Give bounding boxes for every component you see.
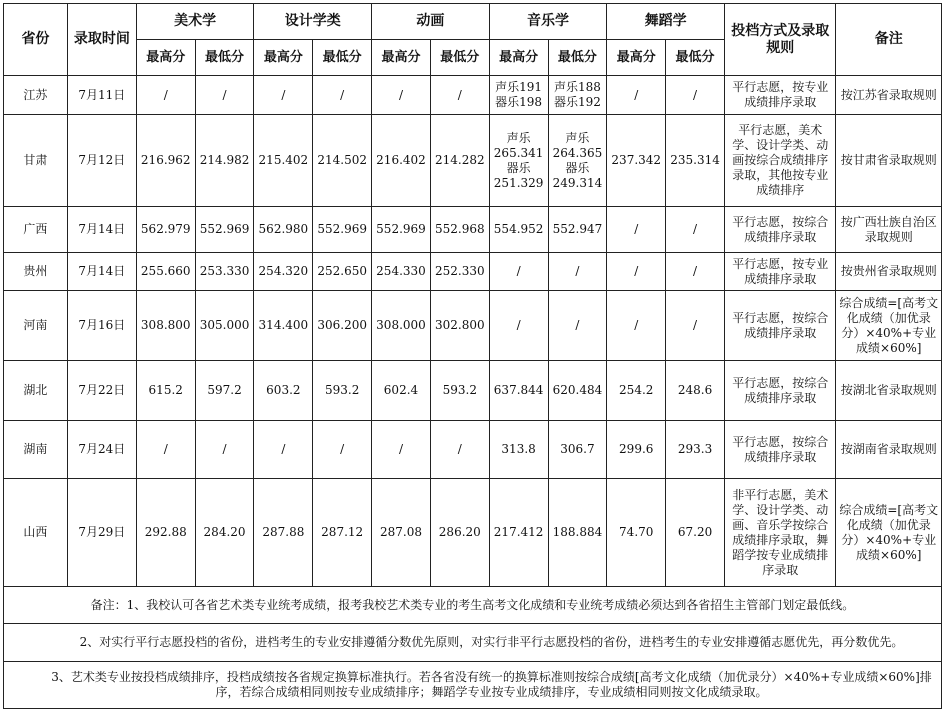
header-max-score: 最高分 [607,40,666,76]
method-cell: 平行志愿，按综合成绩排序录取 [724,361,836,421]
header-row-categories [4,4,942,40]
score-cell: 215.402 [254,115,313,207]
score-cell: 552.968 [430,207,489,253]
score-cell: 306.200 [313,291,372,361]
province-cell: 江苏 [4,76,68,115]
score-cell: 声乐191 器乐198 [489,76,548,115]
score-cell: 287.08 [372,479,431,587]
score-cell: / [254,421,313,479]
date-cell: 7月11日 [67,76,136,115]
score-cell: / [372,421,431,479]
date-cell: 7月24日 [67,421,136,479]
header-min-score: 最低分 [195,40,254,76]
method-cell: 平行志愿，按专业成绩排序录取 [724,76,836,115]
score-cell: / [548,291,607,361]
remark-cell: 综合成绩=[高考文化成绩（加优录分）×40%+专业成绩×60%] [836,291,942,361]
score-cell: / [430,421,489,479]
remark-cell: 按广西壮族自治区录取规则 [836,207,942,253]
score-cell: 620.484 [548,361,607,421]
score-cell: / [666,291,725,361]
header-max-score: 最高分 [489,40,548,76]
score-cell: / [372,76,431,115]
method-cell: 平行志愿，按综合成绩排序录取 [724,207,836,253]
score-cell: / [195,421,254,479]
score-cell: 252.650 [313,253,372,291]
note-row [4,587,942,624]
table-row [4,421,942,479]
header-min-score: 最低分 [548,40,607,76]
province-cell: 贵州 [4,253,68,291]
admission-score-table [3,3,942,709]
score-cell: 302.800 [430,291,489,361]
table-row [4,115,942,207]
score-cell: 74.70 [607,479,666,587]
table-row [4,253,942,291]
method-cell: 平行志愿，按综合成绩排序录取 [724,291,836,361]
score-cell: 237.342 [607,115,666,207]
score-cell: / [607,76,666,115]
score-cell: 286.20 [430,479,489,587]
score-cell: 217.412 [489,479,548,587]
header-remark: 备注 [836,4,942,76]
score-cell: 292.88 [136,479,195,587]
score-cell: 254.2 [607,361,666,421]
score-cell: / [548,253,607,291]
note-row [4,624,942,662]
method-cell: 平行志愿，按专业成绩排序录取 [724,253,836,291]
remark-cell: 按湖南省录取规则 [836,421,942,479]
note-1: 备注：1、我校认可各省艺术类专业统考成绩，报考我校艺术类专业的考生高考文化成绩和专业统考成绩必须达到各省招生主管部门划定最低线。 [4,587,942,624]
method-cell: 平行志愿，按综合成绩排序录取 [724,421,836,479]
header-max-score: 最高分 [254,40,313,76]
score-cell: 214.982 [195,115,254,207]
method-cell: 非平行志愿，美术学、设计学类、动画、音乐学按综合成绩排序录取，舞蹈学按专业成绩排序录取 [724,479,836,587]
header-province: 省份 [4,4,68,76]
province-cell: 河南 [4,291,68,361]
date-cell: 7月14日 [67,253,136,291]
score-cell: 615.2 [136,361,195,421]
score-cell: 562.980 [254,207,313,253]
header-max-score: 最高分 [372,40,431,76]
score-cell: 602.4 [372,361,431,421]
score-cell: 253.330 [195,253,254,291]
score-cell: 声乐 264.365 器乐 249.314 [548,115,607,207]
score-cell: / [195,76,254,115]
score-cell: 214.282 [430,115,489,207]
header-method: 投档方式及录取规则 [724,4,836,76]
score-cell: / [666,253,725,291]
score-cell: / [136,421,195,479]
score-cell: 562.979 [136,207,195,253]
score-cell: 552.969 [372,207,431,253]
score-cell: 313.8 [489,421,548,479]
score-cell: 67.20 [666,479,725,587]
header-min-score: 最低分 [430,40,489,76]
score-cell: 248.6 [666,361,725,421]
remark-cell: 按甘肃省录取规则 [836,115,942,207]
score-cell: 287.12 [313,479,372,587]
date-cell: 7月29日 [67,479,136,587]
score-cell: / [607,291,666,361]
note-3: 3、艺术类专业按投档成绩排序，投档成绩按各省规定换算标准执行。若各省没有统一的换算标准则按综合成绩[高考文化成绩（加优录分）×40%+专业成绩×60%]排序，若综合成绩相同则按专业成绩排序；舞蹈学专业按专业成绩排序，专业成绩相同则按文化成绩录取。 [4,662,942,709]
score-cell: 284.20 [195,479,254,587]
score-cell: 声乐 265.341 器乐 251.329 [489,115,548,207]
date-cell: 7月16日 [67,291,136,361]
header-min-score: 最低分 [313,40,372,76]
score-cell: 254.320 [254,253,313,291]
score-cell: 552.969 [313,207,372,253]
score-cell: 299.6 [607,421,666,479]
score-cell: / [607,253,666,291]
score-cell: 235.314 [666,115,725,207]
score-cell: 声乐188 器乐192 [548,76,607,115]
header-admission-date: 录取时间 [67,4,136,76]
date-cell: 7月14日 [67,207,136,253]
score-cell: 593.2 [430,361,489,421]
score-cell: / [607,207,666,253]
score-cell: 308.800 [136,291,195,361]
score-cell: 287.88 [254,479,313,587]
header-max-score: 最高分 [136,40,195,76]
header-category-dance: 舞蹈学 [607,4,725,40]
table-row [4,291,942,361]
remark-cell: 综合成绩=[高考文化成绩（加优录分）×40%+专业成绩×60%] [836,479,942,587]
date-cell: 7月22日 [67,361,136,421]
header-category-animation: 动画 [372,4,490,40]
province-cell: 湖北 [4,361,68,421]
score-cell: 603.2 [254,361,313,421]
table-row [4,207,942,253]
score-cell: 552.947 [548,207,607,253]
note-2: 2、对实行平行志愿投档的省份，进档考生的专业安排遵循分数优先原则，对实行非平行志愿投档的省份，进档考生的专业安排遵循志愿优先，再分数优先。 [4,624,942,662]
remark-cell: 按湖北省录取规则 [836,361,942,421]
score-cell: / [430,76,489,115]
table-row [4,361,942,421]
score-cell: 305.000 [195,291,254,361]
score-cell: / [136,76,195,115]
score-cell: 637.844 [489,361,548,421]
score-cell: / [313,421,372,479]
score-cell: 597.2 [195,361,254,421]
header-category-design: 设计学类 [254,4,372,40]
province-cell: 广西 [4,207,68,253]
score-cell: 252.330 [430,253,489,291]
score-cell: 552.969 [195,207,254,253]
score-cell: / [666,207,725,253]
method-cell: 平行志愿，美术学、设计学类、动画按综合成绩排序录取，其他按专业成绩排序 [724,115,836,207]
date-cell: 7月12日 [67,115,136,207]
remark-cell: 按江苏省录取规则 [836,76,942,115]
remark-cell: 按贵州省录取规则 [836,253,942,291]
score-cell: 188.884 [548,479,607,587]
province-cell: 山西 [4,479,68,587]
province-cell: 湖南 [4,421,68,479]
score-cell: 293.3 [666,421,725,479]
score-cell: / [313,76,372,115]
score-cell: 216.962 [136,115,195,207]
header-category-music: 音乐学 [489,4,607,40]
score-cell: / [489,253,548,291]
score-cell: 254.330 [372,253,431,291]
score-cell: 306.7 [548,421,607,479]
score-cell: 216.402 [372,115,431,207]
score-cell: 308.000 [372,291,431,361]
table-row [4,76,942,115]
score-cell: / [489,291,548,361]
score-cell: 214.502 [313,115,372,207]
score-cell: / [666,76,725,115]
score-cell: 255.660 [136,253,195,291]
table-row [4,479,942,587]
header-min-score: 最低分 [666,40,725,76]
score-cell: / [254,76,313,115]
header-category-fine-arts: 美术学 [136,4,254,40]
score-cell: 314.400 [254,291,313,361]
score-cell: 554.952 [489,207,548,253]
score-cell: 593.2 [313,361,372,421]
province-cell: 甘肃 [4,115,68,207]
note-row [4,662,942,709]
